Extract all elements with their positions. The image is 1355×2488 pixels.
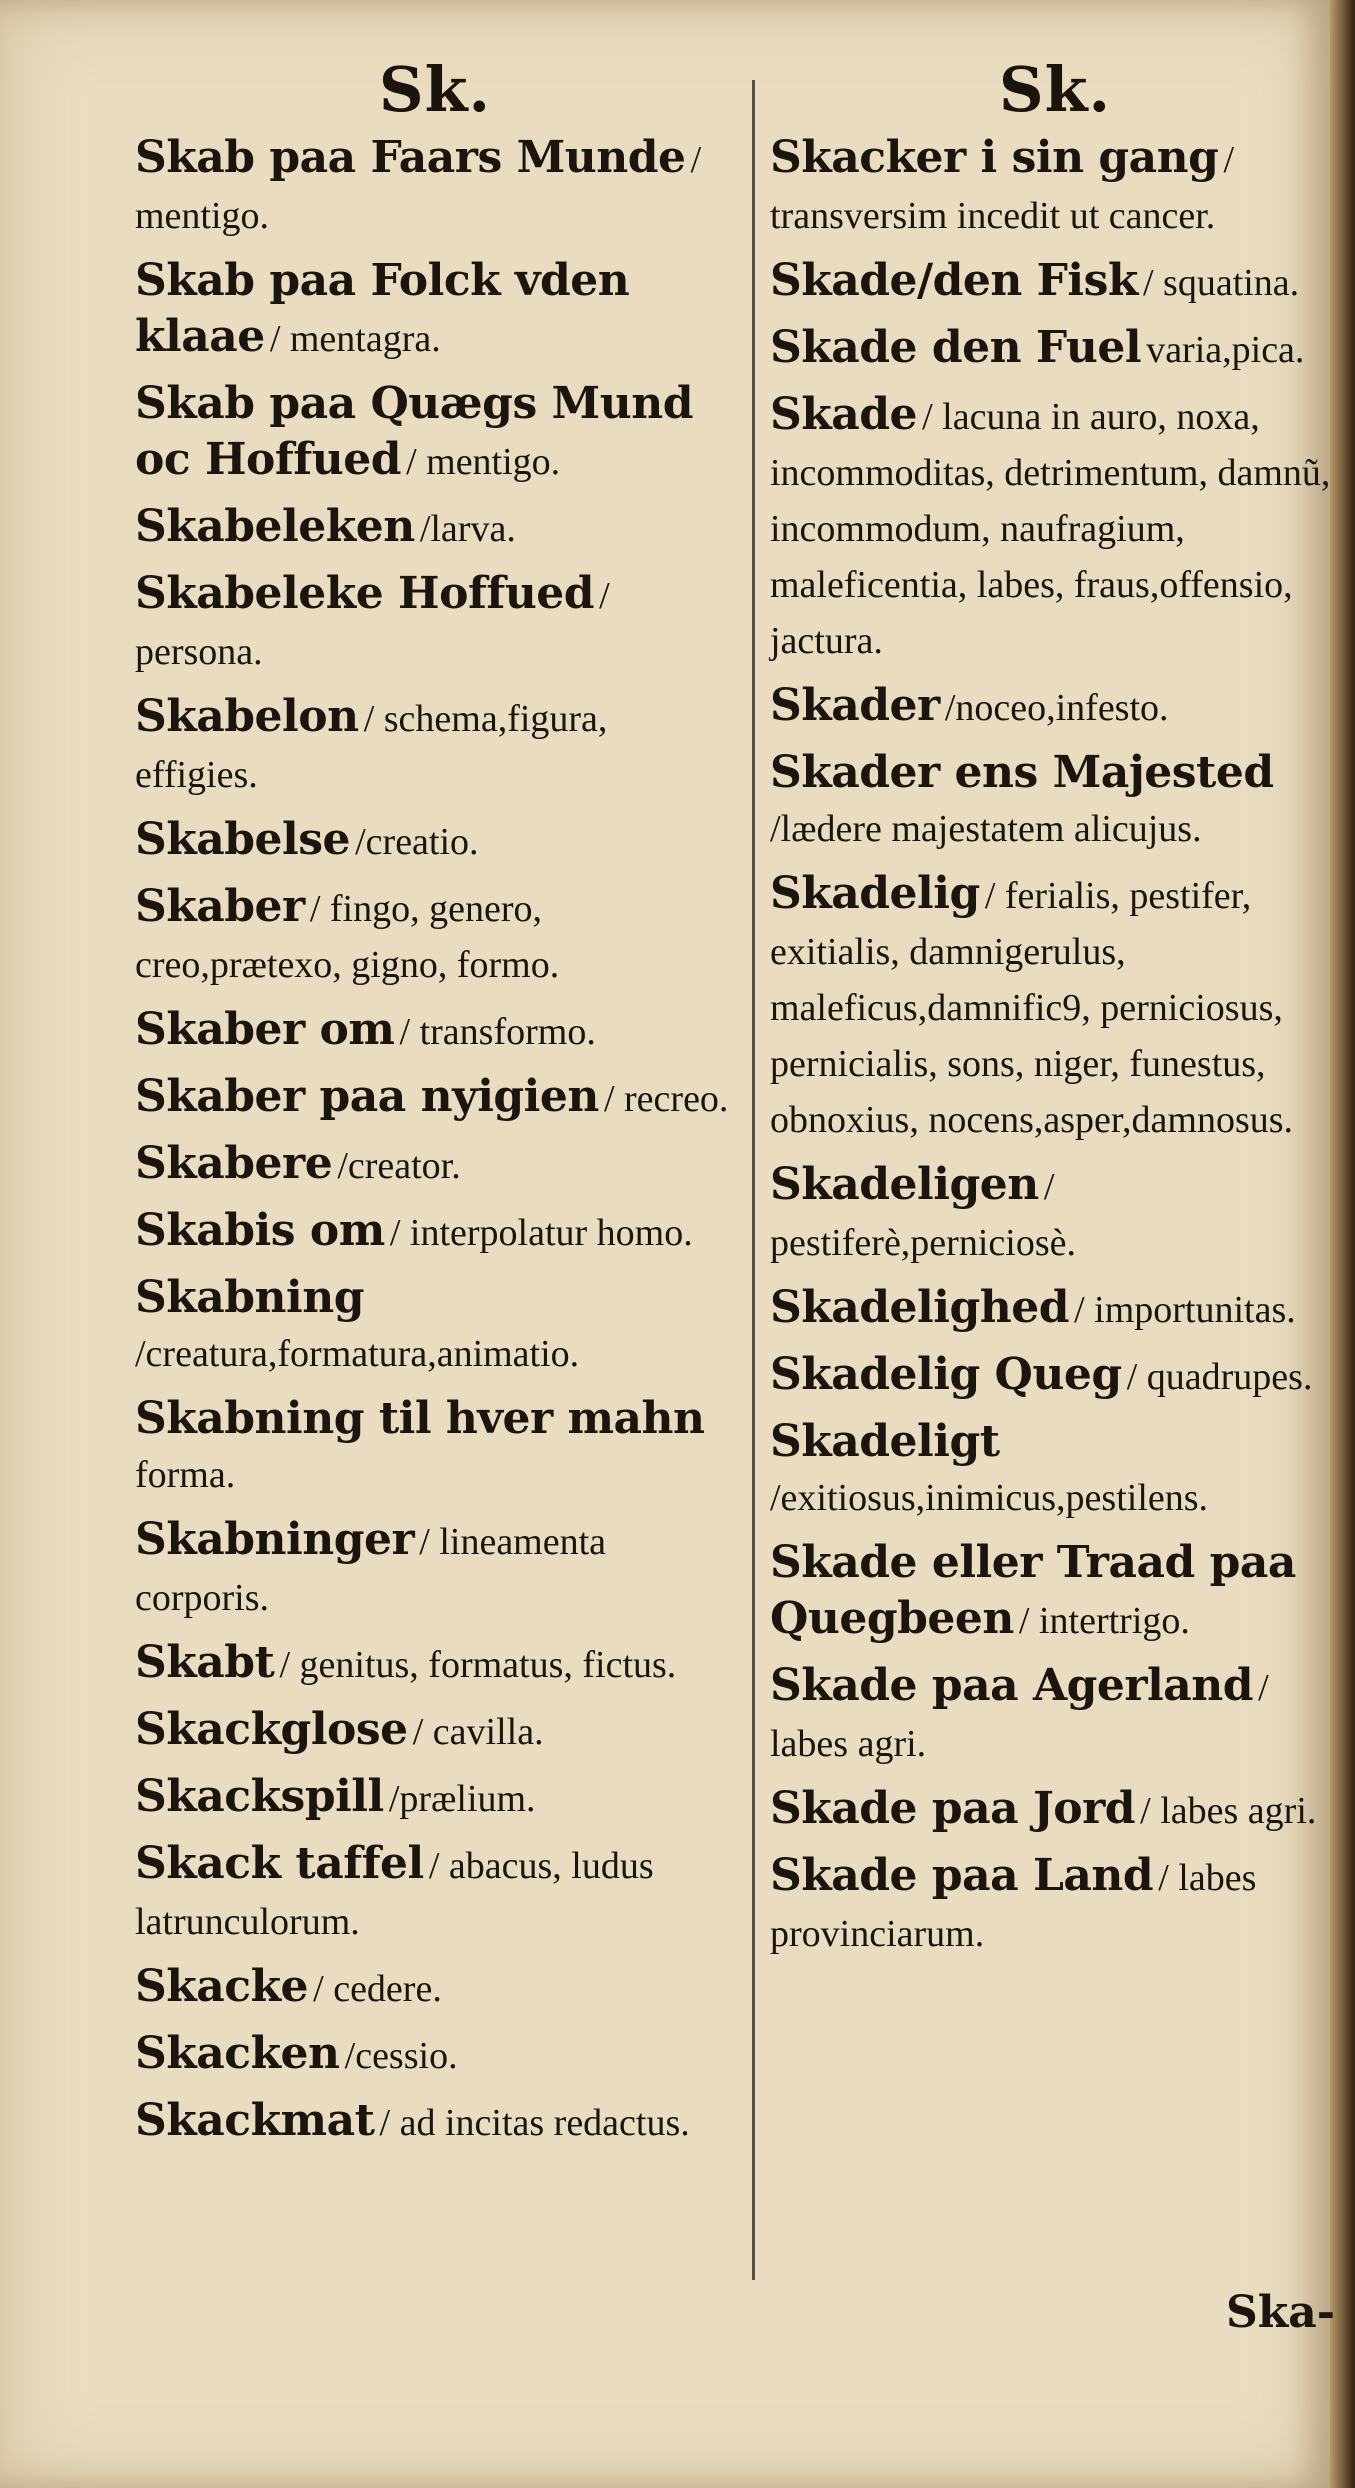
dictionary-entry [770,1280,1340,1338]
entry-definition: / lacuna in auro, noxa, incommoditas, detrimentum, damnũ, incommodum, naufragium, maleficentia, labes, fraus,offensio, jactura. [770,396,1331,662]
entry-headword: Skade [770,389,918,440]
entry-headword: Skader [770,680,940,731]
entry-definition: / genitus, formatus, fictus. [279,1644,677,1686]
entry-headword: Skab paa Quægs Mund oc Hoffued [135,378,693,485]
dictionary-entry [135,812,735,870]
entry-headword: Skabis om [135,1205,385,1256]
entry-definition: / interpolatur homo. [389,1212,693,1254]
entry-headword: Skadelig Queg [770,1349,1122,1400]
left-column [135,55,735,2160]
dictionary-entry [770,1658,1340,1772]
dictionary-entry [135,1512,735,1626]
entry-definition: / labes provinciarum. [770,1857,1257,1955]
dictionary-entry [770,1414,1340,1526]
left-running-head: Sk. [378,53,492,126]
entry-definition: /creatio. [355,821,479,863]
entry-headword: Skacker i sin gang [770,132,1219,183]
dictionary-entry [770,320,1340,378]
entry-definition: / quadrupes. [1126,1356,1313,1398]
dictionary-entry [135,1069,735,1127]
dictionary-entry [135,879,735,993]
catchword: Ska- [1225,2287,1335,2338]
entry-definition: / ad incitas redactus. [379,2102,690,2144]
entry-headword: Skab paa Faars Munde [135,132,686,183]
entry-headword: Skackspill [135,1771,384,1822]
dictionary-entry [770,130,1340,244]
entry-definition: / cedere. [313,1968,442,2010]
dictionary-entry [135,499,735,557]
dictionary-entry [770,1347,1340,1405]
entry-headword: Skadelighed [770,1282,1069,1333]
dictionary-entry [135,1836,735,1950]
dictionary-entry [135,130,735,244]
entry-headword: Skab paa Folck vden klaae [135,255,630,362]
dictionary-entry [135,1702,735,1760]
dictionary-entry [135,1203,735,1261]
dictionary-entry [135,376,735,490]
entry-headword: Skacke [135,1961,309,2012]
entry-headword: Skabelon [135,691,359,742]
dictionary-entry [770,678,1340,736]
dictionary-entry [770,253,1340,311]
dictionary-entry [770,387,1340,669]
dictionary-entry [770,1781,1340,1839]
entry-headword: Skackmat [135,2095,375,2146]
entry-definition: varia,pica. [1146,329,1305,371]
entry-headword: Skade paa Jord [770,1783,1136,1834]
dictionary-entry [135,689,735,803]
entry-definition: / labes agri. [1140,1790,1317,1832]
entry-definition: / cavilla. [412,1711,544,1753]
dictionary-entry [770,1848,1340,1962]
entry-headword: Skacken [135,2028,340,2079]
entry-headword: Skabt [135,1637,275,1688]
entry-definition: /lædere majestatem alicujus. [770,808,1202,850]
dictionary-entry [135,1136,735,1194]
entry-definition: / persona. [135,575,610,673]
entry-headword: Skaber paa nyigien [135,1071,599,1122]
entry-headword: Skabeleke Hoffued [135,568,595,619]
dictionary-entry [770,745,1340,857]
entry-headword: Skade eller Traad paa Quegbeen [770,1537,1296,1644]
entry-headword: Skade den Fuel [770,322,1142,373]
entry-definition: / abacus, ludus latrunculorum. [135,1845,654,1943]
entry-definition: / transformo. [399,1011,596,1053]
right-entries [770,130,1340,1962]
dictionary-entry [135,2026,735,2084]
entry-definition: / intertrigo. [1018,1600,1190,1642]
entry-headword: Skadeligt [770,1416,1000,1467]
entry-definition: forma. [135,1454,236,1496]
entry-definition: /creator. [337,1145,461,1187]
entry-definition: / importunitas. [1074,1289,1296,1331]
entry-definition: /exitiosus,inimicus,pestilens. [770,1477,1209,1519]
dictionary-entry [135,1635,735,1693]
entry-headword: Skabning til hver mahn [135,1393,705,1444]
entry-headword: Skade/den Fisk [770,255,1138,306]
entry-headword: Skabelse [135,814,351,865]
dictionary-entry [770,1535,1340,1649]
dictionary-entry [770,1157,1340,1271]
entry-headword: Skaber [135,881,305,932]
entry-headword: Skaber om [135,1004,395,1055]
entry-headword: Skadelig [770,868,980,919]
column-divider [752,80,755,2280]
entry-headword: Skabninger [135,1514,415,1565]
entry-definition: / labes agri. [770,1667,1269,1765]
entry-definition: /creatura,formatura,animatio. [135,1333,580,1375]
entry-headword: Skabning [135,1272,364,1323]
entry-definition: / lineamenta corporis. [135,1521,607,1619]
left-entries [135,130,735,2151]
entry-definition: / ferialis, pestifer, exitialis, damnigerulus, maleficus,damnific9, perniciosus, pernicialis, sons, niger, funestus, obnoxius, nocens,asper,damnosus. [770,875,1294,1141]
dictionary-entry [135,253,735,367]
entry-definition: / mentigo. [135,139,702,237]
dictionary-entry [135,1959,735,2017]
right-running-head: Sk. [998,53,1112,126]
dictionary-entry [135,2093,735,2151]
dictionary-entry [135,1002,735,1060]
dictionary-entry [770,866,1340,1148]
entry-definition: / mentigo. [406,441,561,483]
entry-headword: Skackglose [135,1704,408,1755]
entry-headword: Skadeligen [770,1159,1039,1210]
entry-headword: Skade paa Agerland [770,1660,1254,1711]
dictionary-entry [135,1769,735,1827]
entry-headword: Skack taffel [135,1838,424,1889]
entry-definition: / pestiferè,perniciosè. [770,1166,1076,1264]
entry-headword: Skade paa Land [770,1850,1154,1901]
entry-definition: /noceo,infesto. [944,687,1169,729]
entry-definition: / squatina. [1142,262,1300,304]
entry-headword: Skabere [135,1138,333,1189]
entry-definition: / fingo, genero, creo,prætexo, gigno, formo. [135,888,560,986]
dictionary-entry [135,1391,735,1503]
entry-definition: / schema,figura, effigies. [135,698,608,796]
right-column [770,55,1340,1971]
dictionary-entry [135,1270,735,1382]
entry-headword: Skader ens Majested [770,747,1274,798]
entry-definition: / transversim incedit ut cancer. [770,139,1235,237]
entry-definition: / recreo. [603,1078,729,1120]
entry-headword: Skabeleken [135,501,415,552]
entry-definition: / mentagra. [269,318,441,360]
entry-definition: /cessio. [344,2035,458,2077]
entry-definition: /prælium. [388,1778,536,1820]
dictionary-entry [135,566,735,680]
entry-definition: /larva. [419,508,516,550]
